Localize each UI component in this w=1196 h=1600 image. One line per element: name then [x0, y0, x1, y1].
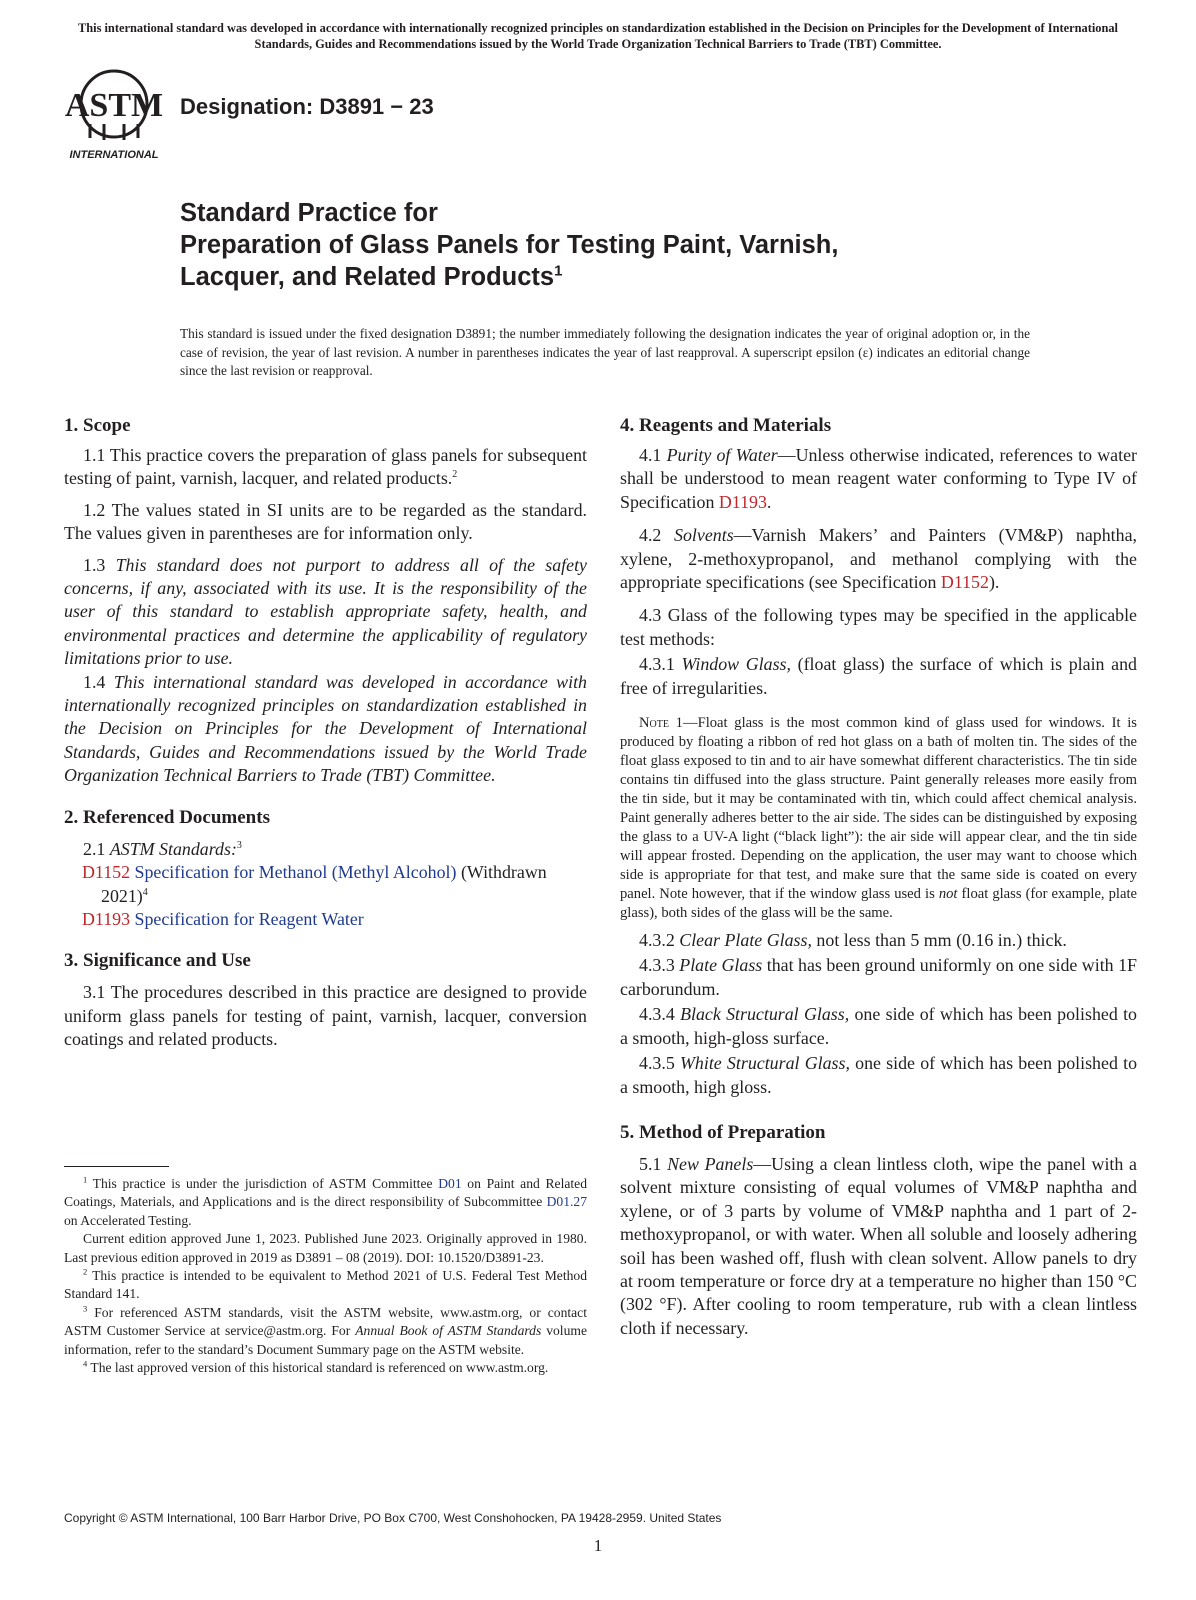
paragraph-4-3-2: 4.3.2 Clear Plate Glass, not less than 5 mm (0.16 in.) thick. [639, 930, 1067, 951]
issue-note: This standard is issued under the fixed designation D3891; the number immediately following the designation indicates the year of original adoption or, in the case of revision, the year of last revision. A number in parentheses indicates the year of last reapproval. A superscript epsilon (ε) indicates an editorial change since the last revision or reapproval. [180, 326, 1030, 378]
left-column [64, 414, 587, 1052]
right-column [620, 414, 1137, 1340]
paragraph-4-2: 4.2 Solvents—Varnish Makers’ and Painters (VM&P) naphtha, xylene, 2-methoxypropanol, and methanol complying with the appropriate specifications (see Specification D1152). [620, 525, 1137, 593]
paragraph-4-3-3: 4.3.3 Plate Glass that has been ground uniformly on one side with 1F carborundum. [620, 955, 1137, 999]
title-line-2: Preparation of Glass Panels for Testing Paint, Varnish, [180, 231, 839, 259]
designation: Designation: D3891 − 23 [180, 94, 434, 119]
paragraph-3-1: 3.1 The procedures described in this practice are designed to provide uniform glass panels for testing of paint, varnish, lacquer, conversion coatings and related products. [64, 982, 587, 1050]
subcommittee-link[interactable]: D01.27 [546, 1194, 587, 1210]
paragraph-1-4: 1.4 This international standard was developed in accordance with internationally recognized principles on standardization established in the Decision on Principles for the Development of International Standards, Guides and Recommendations issued by the World Trade Organization Technical Barriers to Trade (TBT) Committee. [64, 671, 587, 786]
section-heading-reagents: 4. Reagents and Materials [620, 415, 832, 436]
document-title [180, 197, 1080, 293]
section-heading-significance: 3. Significance and Use [64, 950, 251, 972]
reference-code-link[interactable]: D1193 [82, 908, 131, 929]
section-heading-scope: 1. Scope [64, 415, 131, 436]
paragraph-5-1: 5.1 New Panels—Using a clean lintless cloth, wipe the panel with a solvent mixture consisting of equal volumes of VM&P naphtha and xylene, or of 3 parts by volume of VM&P naphtha and 1 part of 2-methoxypropanol, or with water. When all soluble and loosely adhering soil has been washed off, flush with clean solvent. Allow panels to dry at room temperature or force dry at a temperature no higher than 150 °C (302 °F). After cooling to room temperature, rub with a clean lintless cloth if necessary. [620, 1153, 1137, 1338]
astm-logo [64, 68, 168, 164]
astm-logo-mark [64, 68, 168, 164]
footnote-4: $^4$ The last approved version of this historical standard is referenced on www.astm.org. [83, 1358, 549, 1376]
reference-title-link[interactable]: Specification for Methanol (Methyl Alcohol) [134, 862, 457, 883]
spec-d1152-link[interactable]: D1152 [940, 572, 989, 593]
paragraph-4-3: 4.3 Glass of the following types may be specified in the applicable test methods: [620, 605, 1137, 649]
footnote-ref-2[interactable]: 2 [452, 469, 458, 481]
copyright-line: Copyright © ASTM International, 100 Barr Harbor Drive, PO Box C700, West Conshohocken, PA 19428-2959. United States [64, 1511, 722, 1525]
committee-link[interactable]: D01 [438, 1176, 462, 1191]
footnote-3: $^3$ For referenced ASTM standards, visit the ASTM website, www.astm.org, or contact ASTM Customer Service at service@astm.org. For Annual Book of ASTM Standards volume information, refer to the standard’s Document Summary page on the ASTM website. [64, 1303, 587, 1357]
title-line-1: Standard Practice for [180, 199, 438, 227]
footnote-rule [64, 1166, 169, 1167]
title-footnote-mark[interactable]: 1 [554, 262, 563, 280]
footnote-ref-4[interactable]: 4 [142, 886, 148, 898]
paragraph-1-3: 1.3 This standard does not purport to address all of the safety concerns, if any, associated with its use. It is the responsibility of the user of this standard to establish appropriate safety, health, and environmental practices and determine the applicability of regulatory limitations prior to use. [64, 554, 587, 669]
svg-text:INTERNATIONAL: INTERNATIONAL [69, 149, 159, 161]
paragraph-4-1: 4.1 Purity of Water—Unless otherwise indicated, references to water shall be understood to mean reagent water conforming to Type IV of Specification D1193. [620, 445, 1137, 512]
spec-d1193-link[interactable]: D1193 [718, 491, 767, 512]
page-number: 1 [593, 1536, 603, 1555]
paragraph-1-1: 1.1 This practice covers the preparation of glass panels for subsequent testing of paint, varnish, lacquer, and related products.$^2$ [64, 445, 587, 489]
paragraph-4-3-5: 4.3.5 White Structural Glass, one side of which has been polished to a smooth, high gloss. [620, 1053, 1138, 1097]
section-heading-referenced-documents: 2. Referenced Documents [64, 806, 270, 828]
reference-title-link[interactable]: Specification for Reagent Water [134, 908, 364, 929]
paragraph-2-1: 2.1 ASTM Standards:$^3$ [83, 838, 242, 859]
footnote-1: $^1$ This practice is under the jurisdiction of ASTM Committee D01 on Paint and Related Coatings, Materials, and Applications and is the direct responsibility of Subcommittee D01.27 on Accelerated Testing. [64, 1174, 587, 1228]
footnote-ref-3[interactable]: 3 [236, 839, 242, 851]
title-line-3: Lacquer, and Related Products$^1$ [180, 262, 563, 291]
svg-text:ASTM: ASTM [64, 87, 164, 124]
reference-d1193 [64, 908, 587, 931]
footnote-1-edition: Current edition approved June 1, 2023. Published June 2023. Originally approved in 1980. Last previous edition approved in 2019 as D3891 – 08 (2019). DOI: 10.1520/D3891-23. [64, 1231, 587, 1265]
footnote-2: $^2$ This practice is intended to be equivalent to Method 2021 of U.S. Federal Test Method Standard 141. [64, 1266, 587, 1302]
section-heading-method: 5. Method of Preparation [620, 1121, 826, 1143]
reference-d1152: D1152 Specification for Methanol (Methyl Alcohol) (Withdrawn 2021)$^4$ [82, 862, 547, 906]
paragraph-1-2: 1.2 The values stated in SI units are to be regarded as the standard. The values given in parentheses are for information only. [64, 499, 587, 544]
footnotes [64, 1166, 587, 1377]
paragraph-4-3-1: 4.3.1 Window Glass, (float glass) the surface of which is plain and free of irregularities. [620, 654, 1137, 698]
paragraph-4-3-4: 4.3.4 Black Structural Glass, one side of which has been polished to a smooth, high-gloss surface. [620, 1004, 1137, 1048]
note-1: Note 1—Float glass is the most common kind of glass used for windows. It is produced by floating a ribbon of red hot glass on a bath of molten tin. The sides of the float glass exposed to tin and to air have somewhat different characteristics. The tin side contains tin diffused into the glass structure. Paint generally releases more easily from the tin side, but it may be contaminated with tin, which could affect chemical analysis. Paint generally adheres better to the air side. The sides can be distinguished by exposing the glass to a UV-A light (“black light”): the air side will appear clear, and the tin side will appear frosted. Depending on the application, the user may want to choose which side is appropriate for that test, and make sure that the same side is coated on every panel. Note however, that if the window glass used is not float glass (for example, plate glass), both sides of the glass will be the same. [620, 715, 1137, 922]
top-notice: This international standard was developed in accordance with internationally recognized principles on standardization established in the Decision on Principles for the Development of International Standards, Guides and Recommendations issued by the World Trade Organization Technical Barriers to Trade (TBT) Committee. [77, 21, 1119, 51]
reference-code-link[interactable]: D1152 [82, 862, 131, 883]
